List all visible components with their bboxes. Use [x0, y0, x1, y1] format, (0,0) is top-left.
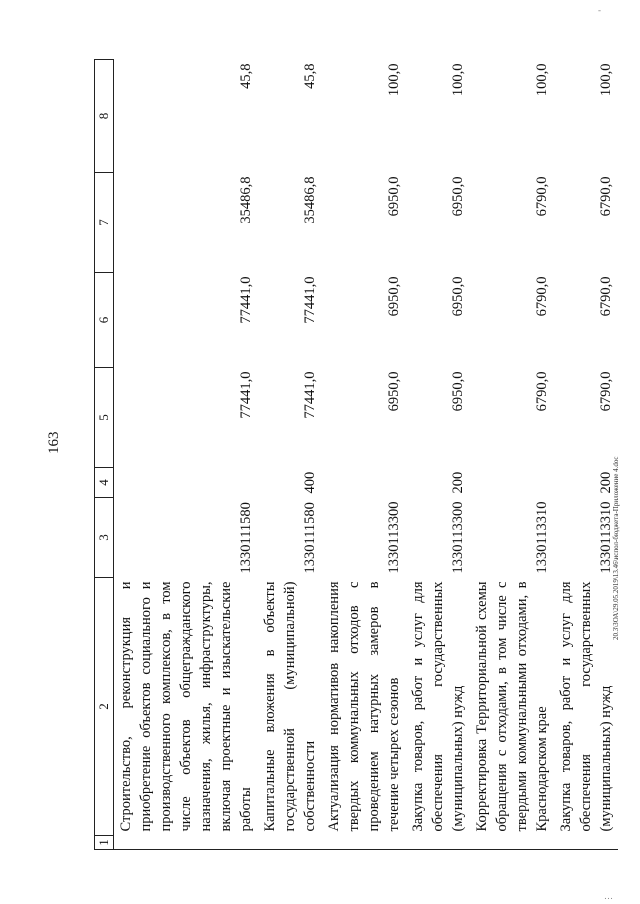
value-col7-cell: 35486,8 [302, 176, 318, 224]
row-index-cell [406, 836, 470, 850]
page-number: 163 [46, 431, 62, 454]
header-cell-7: 7 [95, 173, 114, 273]
value-col6-cell: 6950,0 [386, 276, 402, 317]
table-row [322, 60, 406, 850]
value-col7-cell: 6950,0 [450, 176, 466, 217]
value-col8-cell: 100,0 [386, 63, 402, 97]
description-cell: Капитальные вложения в объекты государственной (муниципальной) собственности [262, 581, 318, 832]
value-col8-cell: 100,0 [598, 63, 614, 97]
code-cell: 1330111580 [302, 502, 318, 574]
header-cell-6: 6 [95, 273, 114, 368]
value-col5-cell: 6950,0 [450, 371, 466, 412]
value-col6-cell: 77441,0 [238, 276, 254, 324]
corner-mark: - [598, 5, 601, 15]
table-row [258, 60, 322, 850]
header-cell-8: 8 [95, 60, 114, 173]
value-col5-cell: 77441,0 [238, 371, 254, 419]
budget-table [94, 59, 618, 850]
file-path-footer: 20.3\ЗОА\29.05.2019\13.46\испол-бюджета-Приложение 4.doc [612, 456, 620, 640]
code-cell: 1330113310 [598, 501, 614, 574]
header-row [95, 60, 114, 850]
row-index-cell [322, 836, 406, 850]
value-col6-cell: 6790,0 [598, 276, 614, 317]
value-col7-cell: 6790,0 [534, 176, 550, 217]
value-col8-cell: 45,8 [302, 63, 318, 89]
value-col6-cell: 77441,0 [302, 276, 318, 324]
row-index-cell [114, 836, 259, 850]
table-row [554, 60, 618, 850]
row-index-cell [258, 836, 322, 850]
value-col5-cell: 6790,0 [534, 371, 550, 412]
header-cell-1: 1 [95, 836, 114, 850]
value-col5-cell: 6790,0 [598, 371, 614, 412]
value-col7-cell: 6950,0 [386, 176, 402, 217]
description-cell: Актуализация нормативов накопления твердых коммунальных отходов с проведением натурных замеров в течение четырех сезонов [326, 581, 402, 832]
value-col6-cell: 6790,0 [534, 276, 550, 317]
type-cell [322, 468, 406, 498]
budget-table-container [94, 60, 614, 850]
header-cell-5: 5 [95, 368, 114, 468]
table-row [114, 60, 259, 850]
code-cell: 1330111580 [238, 502, 254, 574]
type-cell: 200 [450, 471, 466, 494]
bottom-mark: … [604, 891, 613, 901]
type-cell [470, 468, 554, 498]
type-cell: 200 [598, 471, 614, 494]
value-col6-cell: 6950,0 [450, 276, 466, 317]
description-cell: Строительство, реконструкция и приобретение объектов социального и производственного комплексов, в том числе объектов общегражданского назначения, жилья, инфраструктуры, включая проектные и изыскательские работы [118, 581, 254, 832]
description-cell: Закупка товаров, работ и услуг для обеспечения государственных (муниципальных) нужд [410, 581, 466, 832]
header-cell-2: 2 [95, 578, 114, 836]
table-row [406, 60, 470, 850]
code-cell: 1330113310 [534, 501, 550, 574]
header-cell-4: 4 [95, 468, 114, 498]
value-col5-cell: 6950,0 [386, 371, 402, 412]
value-col7-cell: 6790,0 [598, 176, 614, 217]
code-cell: 1330113300 [450, 501, 466, 574]
code-cell: 1330113300 [386, 501, 402, 574]
value-col8-cell: 100,0 [450, 63, 466, 97]
header-cell-3: 3 [95, 498, 114, 578]
type-cell [114, 468, 259, 498]
row-index-cell [554, 836, 618, 850]
value-col8-cell: 100,0 [534, 63, 550, 97]
table-row [470, 60, 554, 850]
row-index-cell [470, 836, 554, 850]
description-cell: Корректировка Территориальной схемы обращения с отходами, в том числе с твердыми коммунальными отходами, в Краснодарском крае [474, 581, 550, 832]
value-col5-cell: 77441,0 [302, 371, 318, 419]
value-col8-cell: 45,8 [238, 63, 254, 89]
type-cell: 400 [302, 471, 318, 494]
value-col7-cell: 35486,8 [238, 176, 254, 224]
description-cell: Закупка товаров, работ и услуг для обеспечения государственных (муниципальных) нужд [558, 581, 614, 832]
